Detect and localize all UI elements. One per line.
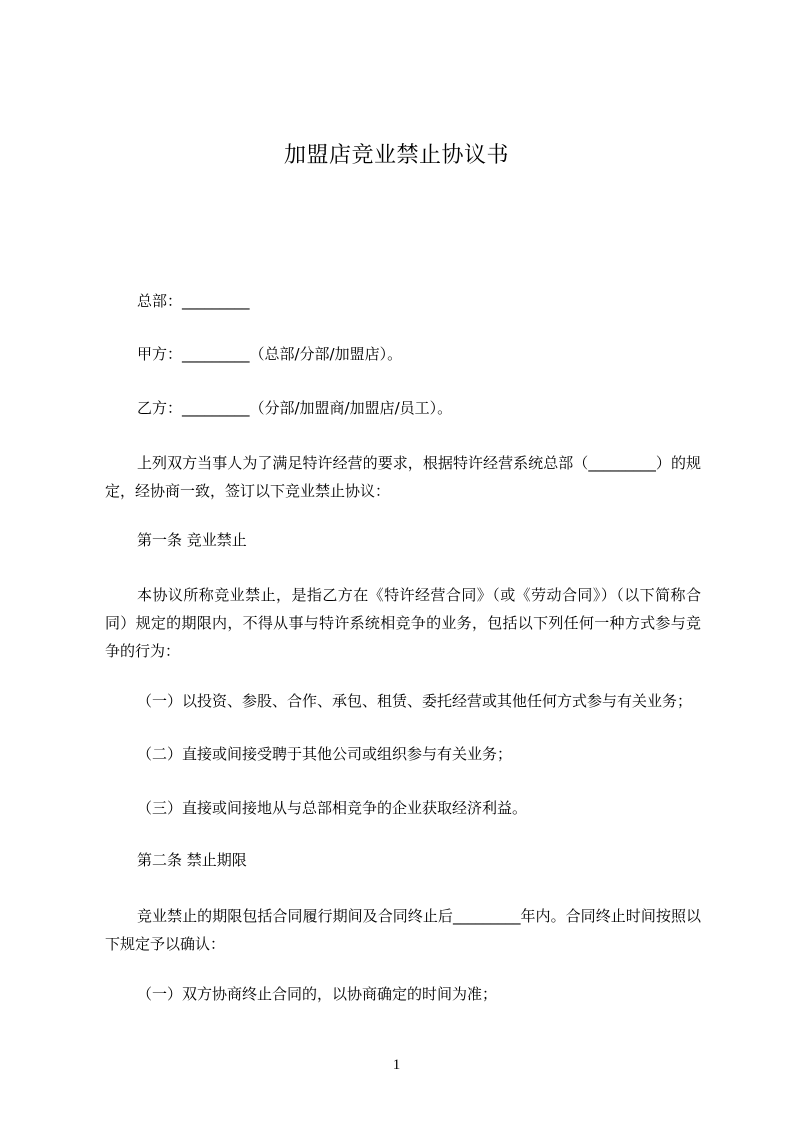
party-a-line: 甲方：_________（总部/分部/加盟店）。 bbox=[137, 345, 403, 363]
article-1-heading: 第一条 竞业禁止 bbox=[137, 531, 247, 549]
article-1-item-2: （二）直接或间接受聘于其他公司或组织参与有关业务； bbox=[137, 745, 513, 763]
article-2-item-1: （一）双方协商终止合同的，以协商确定的时间为准； bbox=[137, 985, 498, 1003]
intro-paragraph: 上列双方当事人为了满足特许经营的要求，根据特许经营系统总部（_________）的规定，经协商一致，签订以下竞业禁止协议： bbox=[105, 454, 701, 500]
document-title: 加盟店竞业禁止协议书 bbox=[283, 143, 509, 168]
party-b-line: 乙方：_________（分部/加盟商/加盟店/员工）。 bbox=[137, 399, 453, 417]
article-1-item-3: （三）直接或间接地从与总部相竞争的企业获取经济利益。 bbox=[137, 799, 528, 817]
article-1-body: 本协议所称竞业禁止，是指乙方在《特许经营合同》（或《劳动合同》）（以下简称合同）规定的期限内，不得从事与特许系统相竞争的业务，包括以下列任何一种方式参与竞争的行为： bbox=[105, 586, 701, 660]
article-2-body: 竞业禁止的期限包括合同履行期间及合同终止后_________年内。合同终止时间按照以下规定予以确认： bbox=[105, 907, 701, 953]
article-2-heading: 第二条 禁止期限 bbox=[137, 851, 247, 869]
article-1-item-1: （一）以投资、参股、合作、承包、租赁、委托经营或其他任何方式参与有关业务； bbox=[137, 692, 693, 710]
page-number: 1 bbox=[392, 1057, 401, 1073]
headquarters-line: 总部：_________ bbox=[137, 292, 250, 310]
